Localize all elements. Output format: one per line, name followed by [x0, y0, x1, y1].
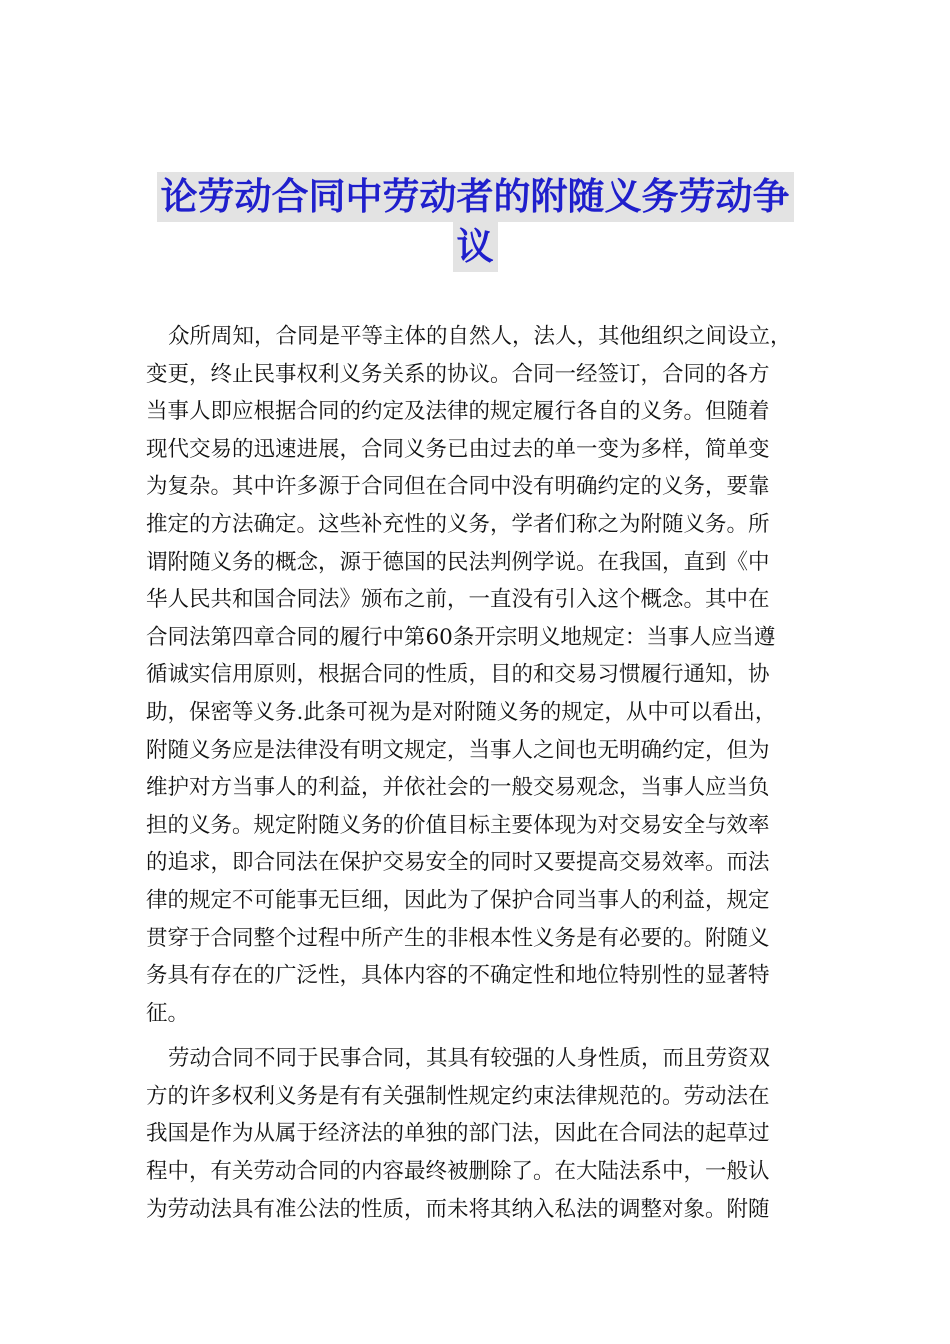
title-line-1: 论劳动合同中劳动者的附随义务劳动争 — [157, 172, 794, 222]
paragraph-line: 众所周知，合同是平等主体的自然人，法人，其他组织之间设立， — [168, 324, 792, 349]
paragraph-line: 当事人即应根据合同的约定及法律的规定履行各自的义务。但随着 — [146, 399, 770, 425]
paragraph-line: 变更，终止民事权利义务关系的协议。合同一经签订，合同的各方 — [146, 361, 770, 387]
paragraph-1 — [146, 318, 806, 1032]
paragraph-line: 现代交易的迅速进展，合同义务已由过去的单一变为多样，简单变 — [146, 436, 770, 462]
paragraph-line: 律的规定不可能事无巨细，因此为了保护合同当事人的利益，规定 — [146, 887, 770, 913]
paragraph-line: 的追求，即合同法在保护交易安全的同时又要提高交易效率。而法 — [146, 850, 770, 876]
paragraph-line: 方的许多权利义务是有有关强制性规定约束法律规范的。劳动法在 — [146, 1083, 770, 1109]
paragraph-line: 为复杂。其中许多源于合同但在合同中没有明确约定的义务，要靠 — [146, 474, 770, 500]
paragraph-line: 为劳动法具有准公法的性质，而未将其纳入私法的调整对象。附随 — [146, 1196, 770, 1222]
paragraph-line: 贯穿于合同整个过程中所产生的非根本性义务是有必要的。附随义 — [146, 925, 770, 951]
paragraph-line: 我国是作为从属于经济法的单独的部门法，因此在合同法的起草过 — [146, 1121, 770, 1147]
paragraph-line: 合同法第四章合同的履行中第60条开宗明义地规定：当事人应当遵 — [146, 624, 776, 650]
paragraph-line: 务具有存在的广泛性，具体内容的不确定性和地位特别性的显著特 — [146, 963, 770, 989]
document-title — [140, 172, 810, 272]
paragraph-line: 征。 — [146, 1000, 190, 1026]
paragraph-line: 推定的方法确定。这些补充性的义务，学者们称之为附随义务。所 — [146, 511, 770, 537]
paragraph-line: 劳动合同不同于民事合同，其具有较强的人身性质，而且劳资双 — [168, 1046, 771, 1072]
paragraph-line: 谓附随义务的概念，源于德国的民法判例学说。在我国，直到《中 — [146, 549, 770, 575]
paragraph-line: 循诚实信用原则，根据合同的性质，目的和交易习惯履行通知，协 — [146, 662, 770, 688]
paragraph-line: 助，保密等义务.此条可视为是对附随义务的规定，从中可以看出， — [146, 699, 777, 725]
paragraph-2 — [146, 1040, 806, 1228]
paragraph-line: 程中，有关劳动合同的内容最终被删除了。在大陆法系中，一般认 — [146, 1159, 770, 1185]
paragraph-line: 维护对方当事人的利益，并依社会的一般交易观念，当事人应当负 — [146, 775, 770, 801]
title-line-2: 议 — [453, 222, 498, 272]
paragraph-line: 担的义务。规定附随义务的价值目标主要体现为对交易安全与效率 — [146, 812, 770, 838]
paragraph-line: 华人民共和国合同法》颁布之前，一直没有引入这个概念。其中在 — [146, 587, 770, 613]
paragraph-line: 附随义务应是法律没有明文规定，当事人之间也无明确约定，但为 — [146, 737, 770, 763]
document-body — [146, 318, 806, 1236]
